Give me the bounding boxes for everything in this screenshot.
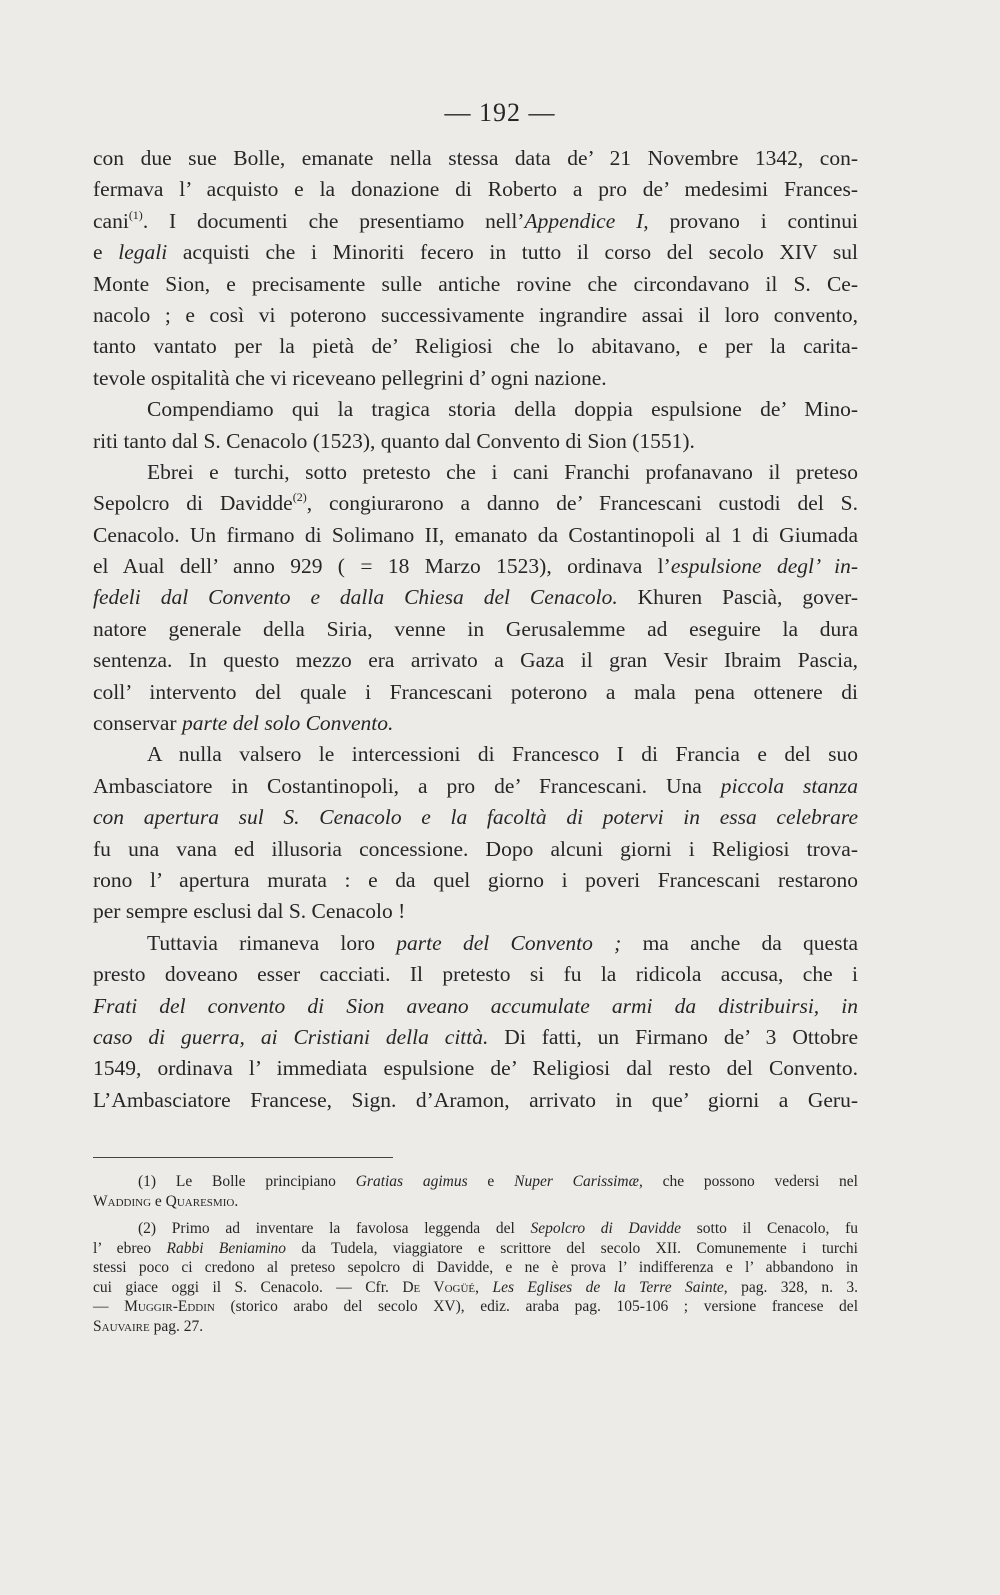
footnote-2-cont: stessi poco ci credono al preteso sepolcro di Davidde, e ne è prova l’ indifferenza e l’ abbandono in — [93, 1259, 858, 1276]
text-line: natore generale della Siria, venne in Gerusalemme ad eseguire la dura — [93, 616, 858, 641]
footnote-ref-1: (1) — [128, 207, 143, 222]
footnote-ref-2: (2) — [292, 490, 307, 505]
footnote-2: (2) Primo ad inventare la favolosa leggenda del Sepolcro di Davidde sotto il Cenacolo, fu — [138, 1220, 858, 1237]
text-line: fedeli dal Convento e dalla Chiesa del Cenacolo. Khuren Pascià, gover- — [93, 585, 858, 610]
text-line: presto doveano esser cacciati. Il pretesto si fu la ridicola accusa, che i — [93, 962, 858, 987]
text-line: L’Ambasciatore Francese, Sign. d’Aramon, arrivato in que’ giorni a Geru- — [93, 1087, 858, 1112]
text-line: per sempre esclusi dal S. Cenacolo ! — [93, 899, 406, 924]
footnote-2-cont: cui giace oggi il S. Cenacolo. — Cfr. De Vogüé, Les Eglises de la Terre Sainte, pag. 328, n. 3. — [93, 1278, 858, 1296]
text-line: riti tanto dal S. Cenacolo (1523), quanto dal Convento di Sion (1551). — [93, 428, 695, 453]
text-line: Sepolcro di Davidde$^{(2)}$, congiurarono a danno de’ Francescani custodi del S. — [93, 490, 858, 516]
paragraph-start: Ebrei e turchi, sotto pretesto che i cani Franchi profanavano il preteso — [147, 459, 858, 484]
footnote-2-cont: l’ ebreo Rabbi Beniamino da Tudela, viaggiatore e scrittore del secolo XII. Comunemente i turchi — [93, 1239, 858, 1257]
text-line: Ambasciatore in Costantinopoli, a pro de’ Francescani. Una piccola stanza — [93, 773, 858, 798]
text-line: coll’ intervento del quale i Francescani poterono a mala pena ottenere di — [93, 679, 858, 704]
text-line: tanto vantato per la pietà de’ Religiosi che lo abitavano, e per la carita- — [93, 334, 858, 359]
text-line: sentenza. In questo mezzo era arrivato a Gaza il gran Vesir Ibraim Pascia, — [93, 648, 858, 673]
paragraph-start: Compendiamo qui la tragica storia della doppia espulsione de’ Mino- — [147, 397, 858, 422]
text-line: el Aual dell’ anno 929 ( = 18 Marzo 1523), ordinava l’espulsione degl’ in- — [93, 554, 858, 579]
main-text — [93, 143, 858, 1116]
text-line: con due sue Bolle, emanate nella stessa data de’ 21 Novembre 1342, con- — [93, 146, 858, 170]
text-line: nacolo ; e così vi poterono successivamente ingrandire assai il loro convento, — [93, 302, 858, 327]
text-line: Cenacolo. Un firmano di Solimano II, emanato da Costantinopoli al 1 di Giumada — [93, 522, 858, 547]
text-line: rono l’ apertura murata : e da quel giorno i poveri Francescani restarono — [93, 867, 858, 892]
text-line: Monte Sion, e precisamente sulle antiche rovine che circondavano il S. Ce- — [93, 271, 858, 296]
text-line: fermava l’ acquisto e la donazione di Roberto a pro de’ medesimi Frances- — [93, 177, 858, 202]
text-line: fu una vana ed illusoria concessione. Dopo alcuni giorni i Religiosi trova- — [93, 836, 858, 861]
footnote-2-cont: — Muggir-Eddin (storico arabo del secolo XV), ediz. araba pag. 105-106 ; versione francese del — [93, 1298, 858, 1315]
text-line: tevole ospitalità che vi riceveano pellegrini d’ ogni nazione. — [93, 365, 607, 390]
text-line: caso di guerra, ai Cristiani della città. Di fatti, un Firmano de’ 3 Ottobre — [93, 1024, 858, 1049]
footnote-1-cont: Wadding e Quaresmio. — [93, 1192, 239, 1210]
text-line: e legali acquisti che i Minoriti fecero in tutto il corso del secolo XIV sul — [93, 240, 858, 265]
page-number: — 192 — — [444, 98, 556, 127]
text-line: cani$^{(1)}$. I documenti che presentiamo nell’Appendice I, provano i continui — [93, 207, 858, 233]
text-line: Frati del convento di Sion aveano accumulate armi da distribuirsi, in — [93, 993, 858, 1018]
text-line: 1549, ordinava l’ immediata espulsione de’ Religiosi dal resto del Convento. — [93, 1056, 858, 1081]
paragraph-start: A nulla valsero le intercessioni di Francesco I di Francia e del suo — [147, 742, 858, 767]
footnotes — [93, 1172, 858, 1336]
footnote-2-cont: Sauvaire pag. 27. — [93, 1317, 204, 1335]
footnote-1: (1) Le Bolle principiano Gratias agimus e Nuper Carissimæ, che possono vedersi nel — [138, 1173, 858, 1190]
paragraph-start: Tuttavia rimaneva loro parte del Convento ; ma anche da questa — [147, 930, 858, 955]
text-line: con apertura sul S. Cenacolo e la facoltà di potervi in essa celebrare — [93, 805, 858, 830]
footnote-divider — [93, 1157, 393, 1158]
text-line: conservar parte del solo Convento. — [93, 711, 394, 736]
